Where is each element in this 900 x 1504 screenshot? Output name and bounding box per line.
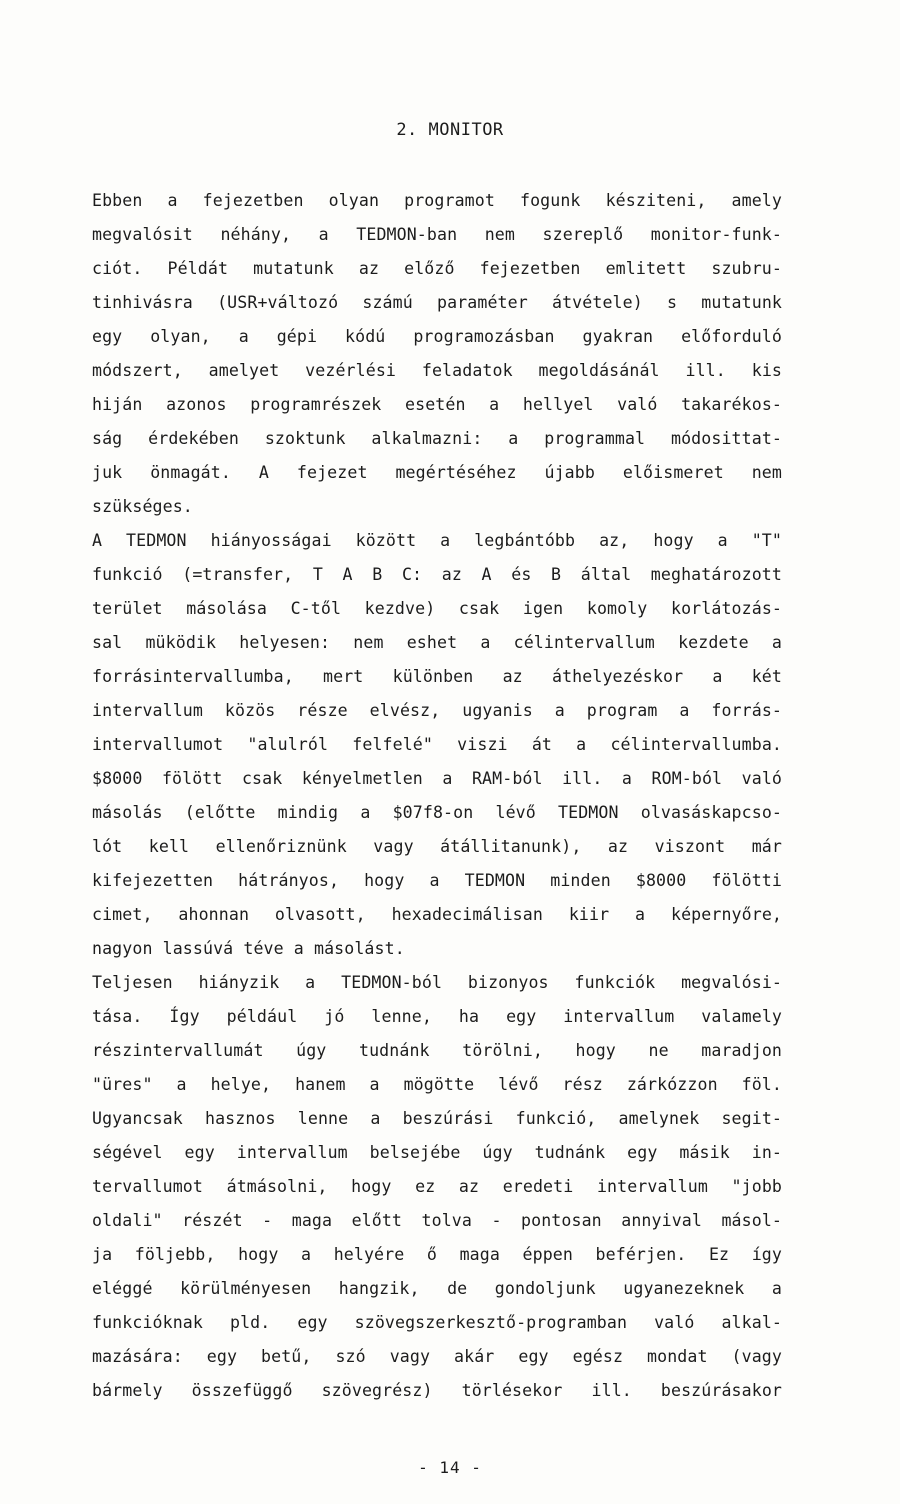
text-line: ja följebb, hogy a helyére ő maga éppen beférjen. Ez így xyxy=(92,1245,782,1264)
text-line: Ebben a fejezetben olyan programot fogunk késziteni, amely xyxy=(92,191,782,210)
text-line: "üres" a helye, hanem a mögötte lévő rész zárkózzon föl. xyxy=(92,1075,782,1094)
text-line: hiján azonos programrészek esetén a hellyel való takarékos- xyxy=(92,395,782,414)
text-line: ság érdekében szoktunk alkalmazni: a programmal módosittat- xyxy=(92,429,782,448)
text-line: tása. Így például jó lenne, ha egy intervallum valamely xyxy=(92,1007,782,1026)
text-line: juk önmagát. A fejezet megértéséhez újabb előismeret nem xyxy=(92,463,782,482)
text-line: bármely összefüggő szövegrész) törlésekor ill. beszúrásakor xyxy=(92,1381,782,1400)
text-line: mazására: egy betű, szó vagy akár egy egész mondat (vagy xyxy=(92,1347,782,1366)
text-line: intervallum közös része elvész, ugyanis a program a forrás- xyxy=(92,701,782,720)
text-line: módszert, amelyet vezérlési feladatok megoldásánál ill. kis xyxy=(92,361,782,380)
text-line: tinhivásra (USR+változó számú paraméter átvétele) s mutatunk xyxy=(92,293,782,312)
text-line: részintervallumát úgy tudnánk törölni, hogy ne maradjon xyxy=(92,1041,782,1060)
text-line: intervallumot "alulról felfelé" viszi át a célintervallumba. xyxy=(92,735,782,754)
text-line: megvalósit néhány, a TEDMON-ban nem szereplő monitor-funk- xyxy=(92,225,782,244)
text-line: egy olyan, a gépi kódú programozásban gyakran előforduló xyxy=(92,327,782,346)
text-line: kifejezetten hátrányos, hogy a TEDMON minden $8000 fölötti xyxy=(92,871,782,890)
body-text xyxy=(92,184,782,1408)
text-line: tervallumot átmásolni, hogy ez az eredeti intervallum "jobb xyxy=(92,1177,782,1196)
text-line: funkció (=transfer, T A B C: az A és B által meghatározott xyxy=(92,565,782,584)
text-line: forrásintervallumba, mert különben az áthelyezéskor a két xyxy=(92,667,782,686)
text-line: sal müködik helyesen: nem eshet a célintervallum kezdete a xyxy=(92,633,782,652)
text-line: Teljesen hiányzik a TEDMON-ból bizonyos funkciók megvalósi- xyxy=(92,973,782,992)
text-line: ségével egy intervallum belsejébe úgy tudnánk egy másik in- xyxy=(92,1143,782,1162)
text-line: másolás (előtte mindig a $07f8-on lévő TEDMON olvasáskapcso- xyxy=(92,803,782,822)
text-line: oldali" részét - maga előtt tolva - pontosan annyival másol- xyxy=(92,1211,782,1230)
text-line: $8000 fölött csak kényelmetlen a RAM-ból ill. a ROM-ból való xyxy=(92,769,782,788)
text-line: nagyon lassúvá téve a másolást. xyxy=(92,939,405,958)
text-line: lót kell ellenőriznünk vagy átállitanunk), az viszont már xyxy=(92,837,782,856)
text-line: terület másolása C-től kezdve) csak igen komoly korlátozás- xyxy=(92,599,782,618)
text-line: eléggé körülményesen hangzik, de gondoljunk ugyanezeknek a xyxy=(92,1279,782,1298)
text-line: szükséges. xyxy=(92,497,193,516)
chapter-heading: 2. MONITOR xyxy=(396,120,504,140)
text-line: A TEDMON hiányosságai között a legbántóbb az, hogy a "T" xyxy=(92,531,782,550)
text-line: funkcióknak pld. egy szövegszerkesztő-programban való alkal- xyxy=(92,1313,782,1332)
text-line: cimet, ahonnan olvasott, hexadecimálisan kiir a képernyőre, xyxy=(92,905,782,924)
text-line: Ugyancsak hasznos lenne a beszúrási funkció, amelynek segit- xyxy=(92,1109,782,1128)
page-number: - 14 - xyxy=(418,1458,482,1477)
text-line: ciót. Példát mutatunk az előző fejezetben emlitett szubru- xyxy=(92,259,782,278)
